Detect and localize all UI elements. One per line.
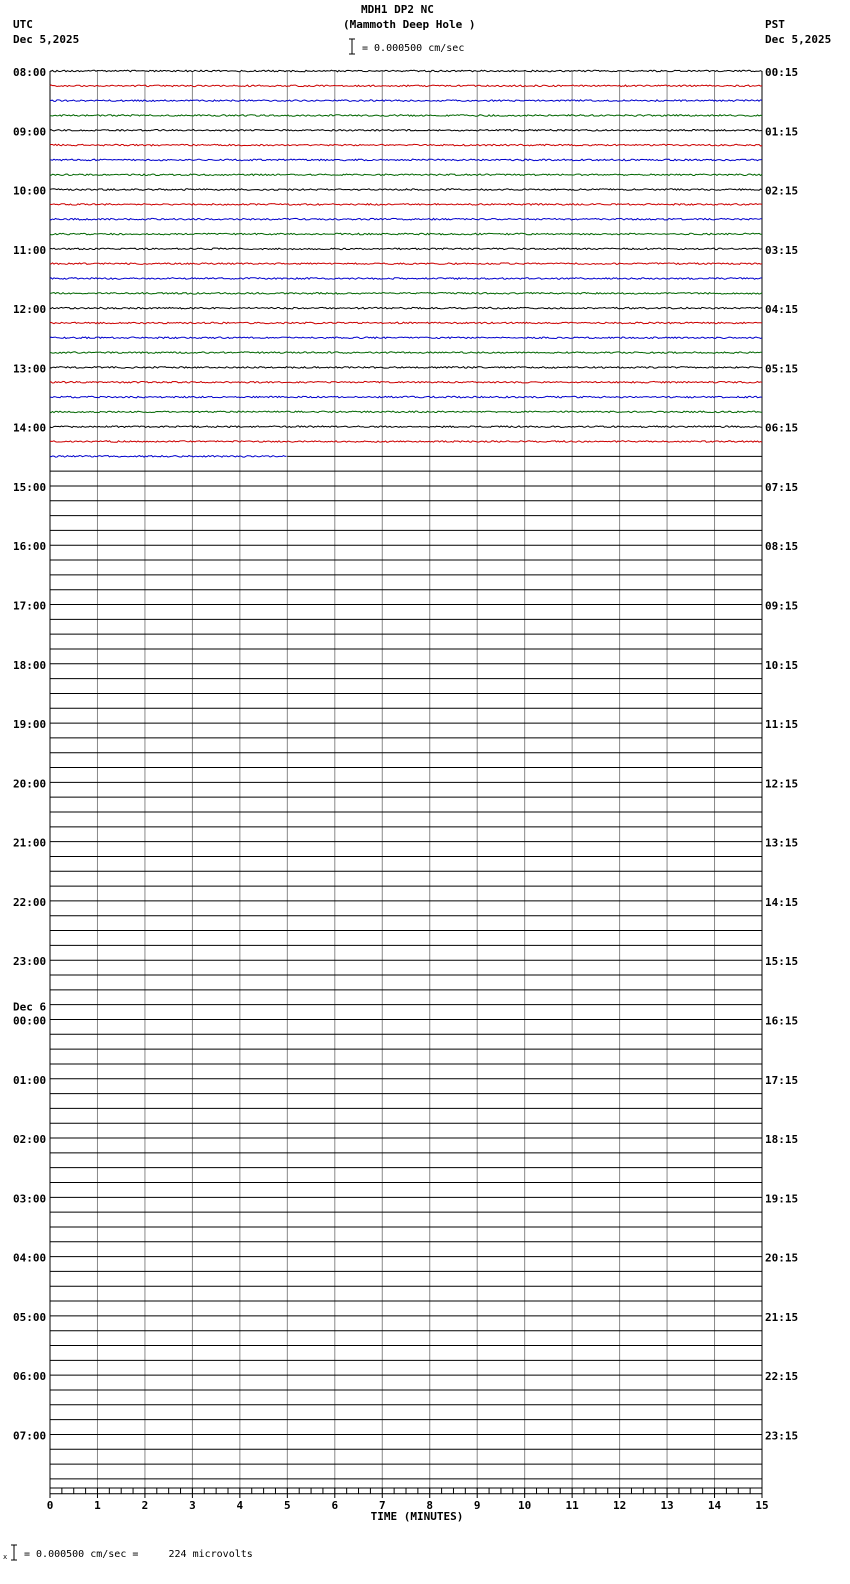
pst-hour-label: 03:15 [765,243,799,257]
utc-hour-label: 03:00 [13,1192,47,1206]
date-change-label: Dec 6 [13,1000,47,1014]
x-tick-label: 5 [284,1499,291,1512]
pst-hour-label: 08:15 [765,540,799,554]
utc-hour-label: 19:00 [13,718,47,732]
pst-hour-label: 22:15 [765,1370,799,1384]
trace-row [50,248,762,250]
trace-row [50,456,287,458]
trace-row [50,337,762,339]
pst-hour-label: 18:15 [765,1133,799,1147]
footer-scale-label: = 0.000500 cm/sec = 224 microvolts [24,1549,253,1560]
pst-hour-label: 04:15 [765,303,799,317]
x-tick-label: 14 [707,1499,722,1512]
x-tick-label: 1 [94,1499,101,1512]
trace-row [50,278,762,280]
pst-hour-label: 12:15 [765,777,799,791]
site-name: (Mammoth Deep Hole ) [343,18,476,31]
pst-hour-label: 01:15 [765,125,799,139]
pst-hour-label: 19:15 [765,1192,799,1206]
footer-marker: x [3,1553,8,1561]
pst-hour-label: 11:15 [765,718,799,732]
trace-row [50,322,762,324]
utc-hour-label: 16:00 [13,540,47,554]
utc-hour-label: 02:00 [13,1133,47,1147]
pst-hour-label: 05:15 [765,362,799,376]
x-tick-label: 11 [565,1499,579,1512]
utc-hour-label: 20:00 [13,777,47,791]
trace-row [50,70,762,72]
utc-hour-label: 06:00 [13,1370,47,1384]
left-date: Dec 5,2025 [13,33,80,46]
trace-row [50,100,762,102]
trace-row [50,218,762,220]
pst-hour-label: 16:15 [765,1014,799,1028]
x-tick-label: 0 [46,1499,54,1512]
trace-row [50,381,762,383]
trace-row [50,174,762,176]
x-tick-label: 12 [612,1499,627,1512]
right-timezone: PST [765,18,785,31]
trace-row [50,352,762,354]
pst-hour-label: 10:15 [765,658,799,672]
pst-hour-label: 06:15 [765,421,799,435]
utc-hour-label: 18:00 [13,658,47,672]
pst-hour-label: 07:15 [765,480,799,494]
utc-hour-label: 01:00 [13,1073,47,1087]
x-tick-label: 4 [236,1499,244,1512]
utc-hour-label: 08:00 [13,66,47,79]
x-tick-label: 15 [755,1499,769,1512]
trace-row [50,233,762,235]
x-tick-label: 8 [426,1499,434,1512]
utc-hour-label: 15:00 [13,480,47,494]
x-axis-title: TIME (MINUTES) [370,1510,464,1523]
utc-hour-label: 05:00 [13,1310,47,1324]
right-date: Dec 5,2025 [765,33,832,46]
pst-hour-label: 17:15 [765,1073,799,1087]
x-tick-label: 6 [331,1499,339,1512]
pst-hour-label: 13:15 [765,836,799,850]
pst-hour-label: 00:15 [765,66,799,79]
trace-row [50,144,762,146]
pst-hour-label: 14:15 [765,895,799,909]
trace-row [50,263,762,265]
utc-hour-label: 10:00 [13,184,47,198]
trace-row [50,189,762,191]
pst-hour-label: 20:15 [765,1251,799,1265]
trace-row [50,115,762,117]
x-tick-label: 10 [518,1499,532,1512]
x-tick-label: 7 [378,1499,386,1512]
scale-label: = 0.000500 cm/sec [362,43,465,54]
utc-hour-label: 17:00 [13,599,47,613]
utc-hour-label: 23:00 [13,955,47,969]
pst-hour-label: 09:15 [765,599,799,613]
utc-hour-label: 22:00 [13,895,47,909]
trace-row [50,130,762,132]
x-tick-label: 13 [660,1499,674,1512]
utc-hour-label: 12:00 [13,303,47,317]
x-tick-label: 9 [473,1499,481,1512]
trace-row [50,159,762,161]
utc-hour-label: 07:00 [13,1429,47,1443]
x-tick-label: 2 [141,1499,149,1512]
pst-hour-label: 21:15 [765,1310,799,1324]
x-tick-label: 3 [189,1499,196,1512]
utc-hour-label: 00:00 [13,1014,47,1028]
trace-row [50,426,762,428]
utc-hour-label: 14:00 [13,421,47,435]
pst-hour-label: 23:15 [765,1429,799,1443]
utc-hour-label: 13:00 [13,362,47,376]
trace-row [50,204,762,206]
pst-hour-label: 15:15 [765,955,799,969]
trace-row [50,307,762,309]
pst-hour-label: 02:15 [765,184,799,198]
trace-row [50,293,762,295]
trace-row [50,367,762,369]
left-timezone: UTC [13,18,33,31]
station-title: MDH1 DP2 NC [361,3,434,16]
trace-row [50,441,762,443]
utc-hour-label: 04:00 [13,1251,47,1265]
trace-row [50,411,762,413]
utc-hour-label: 09:00 [13,125,47,139]
utc-hour-label: 21:00 [13,836,47,850]
trace-row [50,85,762,87]
trace-row [50,396,762,398]
utc-hour-label: 11:00 [13,243,47,257]
